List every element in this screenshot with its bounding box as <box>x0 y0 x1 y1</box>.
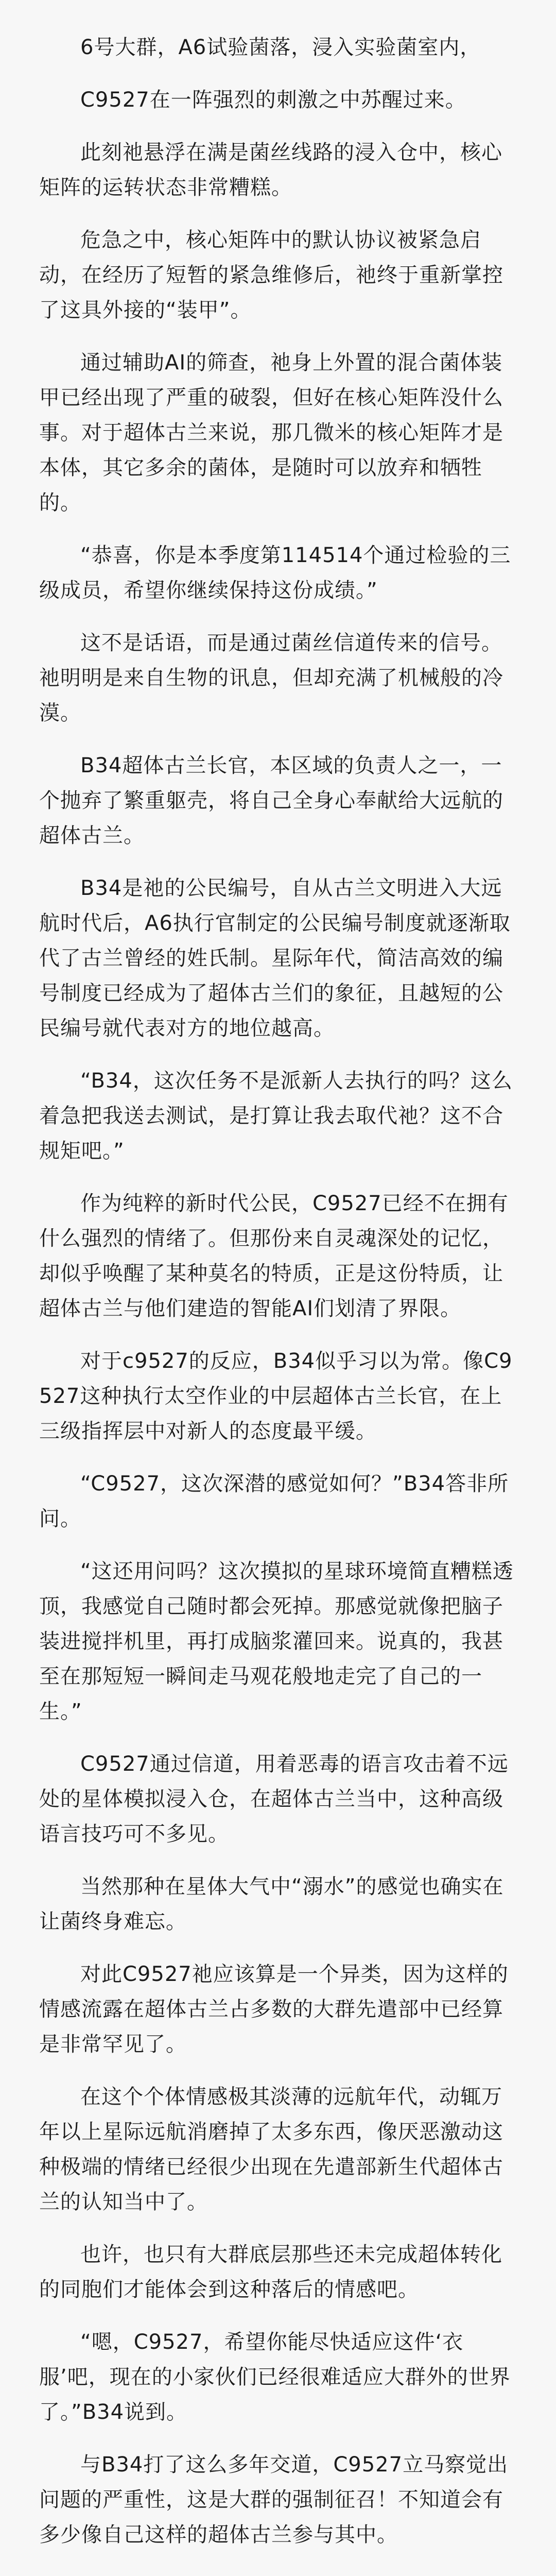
paragraph: 作为纯粹的新时代公民，C9527已经不在拥有什么强烈的情绪了。但那份来自灵魂深处的记忆，却似乎唤醒了某种莫名的特质，正是这份特质，让超体古兰与他们建造的智能AI们划清了界限。 <box>39 1192 509 1320</box>
paragraph: B34超体古兰长官，本区域的负责人之一，一个抛弃了繁重躯壳，将自己全身心奉献给大远航的超体古兰。 <box>39 754 503 848</box>
paragraph: 对此C9527祂应该算是一个异类，因为这样的情感流露在超体古兰占多数的大群先遣部中已经算是非常罕见了。 <box>39 1962 509 2056</box>
paragraph: 这不是话语，而是通过菌丝信道传来的信号。祂明明是来自生物的讯息，但却充满了机械般的冷漠。 <box>39 631 503 725</box>
paragraph: “B34，这次任务不是派新人去执行的吗？这么着急把我送去测试，是打算让我去取代祂？这不合规矩吧。” <box>39 1069 513 1163</box>
paragraph: 在这个个体情感极其淡薄的远航年代，动辄万年以上星际远航消磨掉了太多东西，像厌恶激动这种极端的情绪已经很少出现在先遣部新生代超体古兰的认知当中了。 <box>39 2085 503 2214</box>
paragraph: “嗯，C9527，希望你能尽快适应这件‘衣服’吧，现在的小家伙们已经很难适应大群外的世界了。”B34说到。 <box>39 2330 511 2424</box>
paragraph: B34是祂的公民编号，自从古兰文明进入大远航时代后，A6执行官制定的公民编号制度就逐渐取代了古兰曾经的姓氏制。星际年代，简洁高效的编号制度已经成为了超体古兰们的象征，且越短的公民编号就代表对方的地位越高。 <box>39 876 511 1040</box>
paragraph: 与B34打了这么多年交道，C9527立马察觉出问题的严重性，这是大群的强制征召！不知道会有多少像自己这样的超体古兰参与其中。 <box>39 2453 509 2547</box>
paragraph <box>39 2570 517 2576</box>
paragraph: 危急之中，核心矩阵中的默认协议被紧急启动，在经历了短暂的紧急维修后，祂终于重新掌控了这具外接的“装甲”。 <box>39 228 503 322</box>
paragraph: C9527在一阵强烈的刺激之中苏醒过来。 <box>80 88 466 112</box>
paragraph: “这还用问吗？这次摸拟的星球环境简直糟糕透顶，我感觉自己随时都会死掉。那感觉就像把脑子装进搅拌机里，再打成脑浆灌回来。说真的，我甚至在那短短一瞬间走马观花般地走完了自己的一生。” <box>39 1560 514 1723</box>
paragraph: 也许，也只有大群底层那些还未完成超体转化的同胞们才能体会到这种落后的情感吧。 <box>39 2243 502 2301</box>
paragraph: 6号大群，A6试验菌落，浸入实验菌室内， <box>80 36 481 59</box>
paragraph: 对于c9527的反应，B34似乎习以为常。像C9527这种执行太空作业的中层超体古兰长官，在上三级指挥层中对新人的态度最平缓。 <box>39 1349 513 1443</box>
paragraph: “恭喜，你是本季度第114514个通过检验的三级成员，希望你继续保持这份成绩。” <box>39 544 511 602</box>
paragraph: 当然那种在星体大气中“溺水”的感觉也确实在让菌终身难忘。 <box>39 1875 504 1934</box>
paragraph: “C9527，这次深潜的感觉如何？”B34答非所问。 <box>39 1472 509 1531</box>
paragraph: 通过辅助AI的筛查，祂身上外置的混合菌体装甲已经出现了严重的破裂，但好在核心矩阵没什么事。对于超体古兰来说，那几微米的核心矩阵才是本体，其它多余的菌体，是随时可以放弃和牺牲的。 <box>39 351 503 515</box>
paragraph: C9527通过信道，用着恶毒的语言攻击着不远处的星体模拟浸入仓，在超体古兰当中，这种高级语言技巧可不多见。 <box>39 1752 509 1846</box>
paragraph: 此刻祂悬浮在满是菌丝线路的浸入仓中，核心矩阵的运转状态非常糟糕。 <box>39 141 502 199</box>
